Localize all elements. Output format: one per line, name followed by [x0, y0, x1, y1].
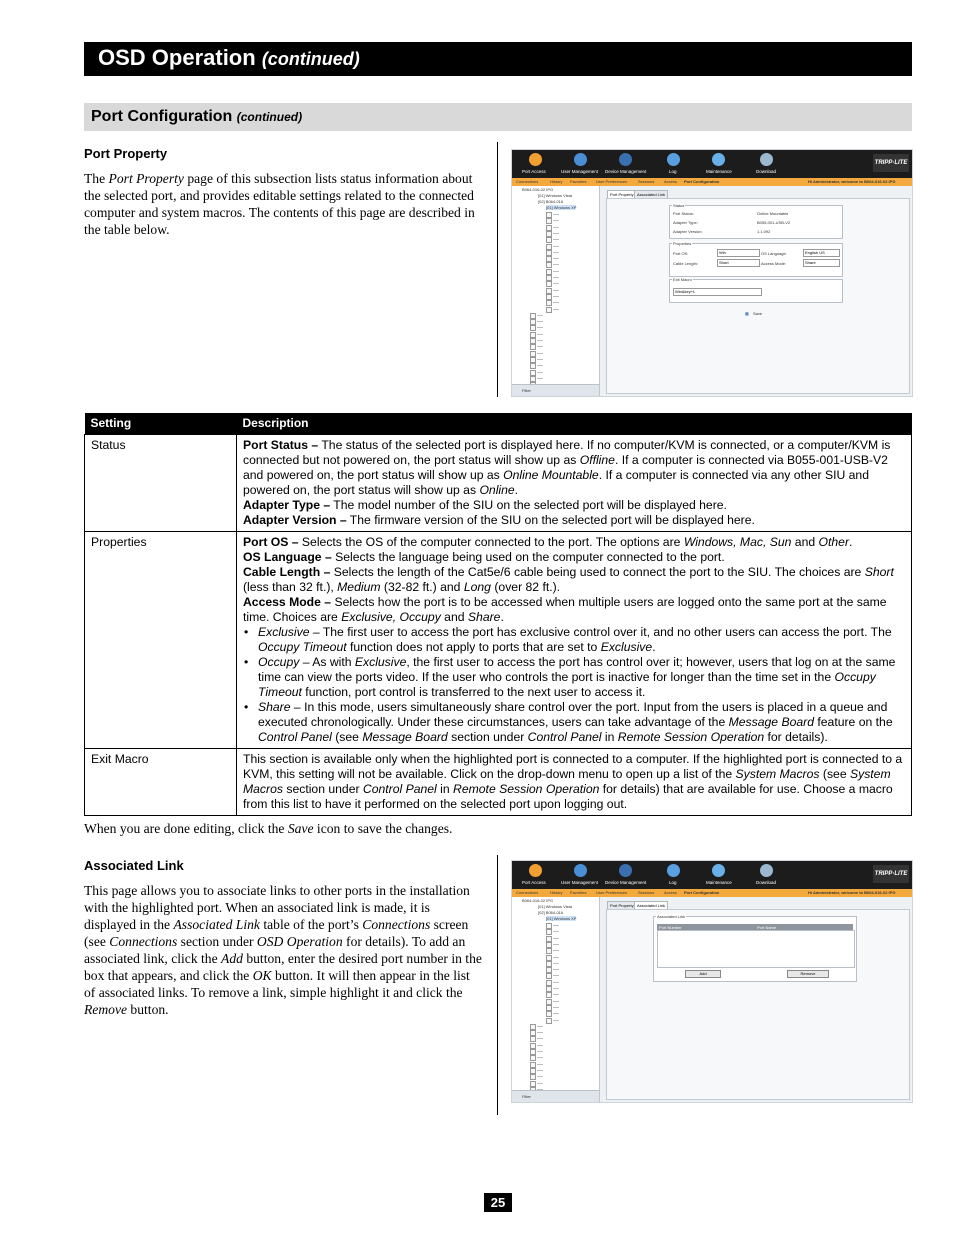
- link-table-body: [657, 930, 855, 968]
- tree-node-icon: [530, 357, 536, 363]
- tree-node-icon: [530, 1081, 536, 1087]
- tree-node-line: [537, 327, 543, 328]
- toolbar-label: User Management: [561, 880, 599, 885]
- toolbar-label: Log: [669, 169, 677, 174]
- tree-node-icon: [546, 986, 552, 992]
- user-management-icon: [574, 864, 587, 877]
- tree-node-line: [553, 944, 559, 945]
- page-title-bar: [84, 42, 912, 76]
- tree-node-line: [553, 1001, 559, 1002]
- save-icon: ▩: [745, 311, 749, 316]
- filter-bar: [512, 384, 599, 396]
- tree-node-line: [553, 214, 559, 215]
- tripp-lite-logo: TRIPP·LITE: [873, 154, 909, 172]
- page-title-suffix: (continued): [261, 49, 360, 69]
- tree-node-icon: [546, 294, 552, 300]
- filter-label: Filter: [522, 1094, 531, 1099]
- screenshot-toolbar: [512, 861, 912, 889]
- welcome-text: Hi Administrator, welcome to B064-016-02 IPG: [808, 179, 896, 184]
- tree-node-line: [553, 1013, 559, 1014]
- tree-node-line: [537, 1070, 543, 1071]
- port-access-icon: [529, 153, 542, 166]
- tree-node-line: [553, 239, 559, 240]
- tree-node-line: [553, 309, 559, 310]
- tree-node-line: [553, 277, 559, 278]
- tree-node-icon: [530, 344, 536, 350]
- tree-node-line: [537, 1032, 543, 1033]
- divider-line: [497, 855, 498, 1115]
- associated-link-screenshot: [511, 860, 913, 1103]
- port-os-select: Win: [717, 249, 760, 257]
- port-os-label: Port OS:: [673, 251, 689, 256]
- nav-item: Connections: [516, 179, 539, 184]
- tree-node-icon: [530, 1024, 536, 1030]
- setting-cell: Exit Macro: [85, 749, 237, 816]
- screenshot-nav: [512, 889, 912, 897]
- description-cell: Port Status – The status of the selected port is displayed here. If no computer/KVM is connected, or a computer/KVM is connected but not powered on, the port status will show up as Offline. If a computer is connected via B055-001-USB-V2 and powered on, the port status will show up as Online Mountable. If a computer is connected via any other SIU and powered on, the port status will show up as Online. Adapter Type – The model number of the SIU on the selected port will be displayed here. Adapter Version – The firmware version of the SIU on the selected port will be displayed here.: [237, 435, 912, 532]
- tree-node-line: [537, 365, 543, 366]
- toolbar-label: Maintenance: [706, 169, 732, 174]
- filter-bar: [512, 1090, 599, 1102]
- tree-node-icon: [546, 992, 552, 998]
- tree-node-icon: [546, 999, 552, 1005]
- tree-node-icon: [546, 1005, 552, 1011]
- nav-item: History: [550, 890, 563, 895]
- associated-link-group-title: Associated Link: [657, 914, 686, 919]
- tree-node-icon: [530, 376, 536, 382]
- tree-node-icon: [546, 942, 552, 948]
- column-port-name: Port Name: [757, 925, 777, 930]
- download-icon: [760, 864, 773, 877]
- access-mode-select: Share: [803, 259, 840, 267]
- tree-node-icon: [546, 929, 552, 935]
- tree-node-line: [553, 258, 559, 259]
- tree-node-icon: [546, 288, 552, 294]
- tree-item: [02] B064-016: [538, 910, 564, 915]
- adapter-type-label: Adapter Type:: [673, 220, 698, 225]
- toolbar-label: Device Management: [605, 880, 647, 885]
- tree-node-icon: [546, 244, 552, 250]
- screenshot-toolbar: [512, 150, 912, 178]
- tree-node-line: [537, 334, 543, 335]
- tree-node-icon: [546, 281, 552, 287]
- tree-node-icon: [546, 225, 552, 231]
- tree-node-icon: [546, 948, 552, 954]
- tree-node-icon: [530, 332, 536, 338]
- adapter-type-value: B055-001-USB-V2: [757, 220, 791, 225]
- port-status-value: Online Mountable: [757, 211, 789, 216]
- bullet-share: • Share – In this mode, users simultaneously share control over the port. Input from the users is placed in a queue and executed chronologically. Under these circumstances, users can take advantage of the Message Board feature on the Control Panel (see Message Board section under Control Panel in Remote Session Operation for details).: [243, 700, 907, 745]
- tree-node-line: [553, 988, 559, 989]
- tree-node-line: [553, 246, 559, 247]
- tree-node-icon: [546, 262, 552, 268]
- tree-node-line: [537, 1038, 543, 1039]
- tree-item-selected: [01] Windows XP: [546, 916, 577, 921]
- table-row: [85, 532, 912, 749]
- tree-node-line: [553, 220, 559, 221]
- nav-item: Access: [664, 890, 677, 895]
- tree-node-line: [553, 963, 559, 964]
- tree-node-line: [553, 233, 559, 234]
- table-header-description: Description: [237, 413, 912, 435]
- nav-item: Connections: [516, 890, 539, 895]
- save-instruction: When you are done editing, click the Save icon to save the changes.: [84, 821, 453, 836]
- tree-node-line: [537, 372, 543, 373]
- tree-node-icon: [530, 363, 536, 369]
- tree-node-line: [553, 227, 559, 228]
- exit-macro-group-title: Exit Macro: [673, 277, 692, 282]
- toolbar-label: Download: [756, 880, 777, 885]
- filter-label: Filter: [522, 388, 531, 393]
- properties-group-title: Properties: [673, 241, 692, 246]
- tab-associated-link: Associated Link: [634, 190, 668, 199]
- port-property-paragraph: The Port Property page of this subsection lists status information about the selected port, and provides editable settings related to the connected computer and system macros. The contents of this page are described in the table below.: [84, 171, 479, 237]
- exit-macro-select: Win&key+L: [673, 288, 762, 296]
- nav-item: Port Configuration: [684, 179, 720, 184]
- tree-root: B064-016-02 IPG: [522, 187, 554, 192]
- cable-length-label: Cable Length:: [673, 261, 698, 266]
- device-management-icon: [619, 864, 632, 877]
- table-row: [85, 435, 912, 532]
- toolbar-label: Log: [669, 880, 677, 885]
- port-status-label: Port Status:: [673, 211, 694, 216]
- description-cell: This section is available only when the highlighted port is connected to a computer. If the highlighted port is connected to a KVM, this setting will not be available. Click on the drop-down menu to open up a list of the System Macros (see System Macros section under Control Panel in Remote Session Operation for details) that are available for use. Choose a macro from this list to have it performed on the selected port upon logging out.: [237, 749, 912, 816]
- tree-node-line: [553, 302, 559, 303]
- tree-node-icon: [546, 256, 552, 262]
- tree-node-line: [553, 271, 559, 272]
- port-tree: [512, 897, 600, 1102]
- nav-item: User Preferences: [596, 890, 628, 895]
- tree-node-line: [553, 925, 559, 926]
- tree-node-line: [537, 1045, 543, 1046]
- log-icon: [667, 864, 680, 877]
- tree-node-line: [553, 931, 559, 932]
- nav-item: User Preferences: [596, 179, 628, 184]
- associated-link-heading: Associated Link: [84, 858, 184, 873]
- tree-node-icon: [530, 370, 536, 376]
- tree-node-icon: [546, 237, 552, 243]
- port-property-heading: Port Property: [84, 146, 168, 161]
- setting-cell: Status: [85, 435, 237, 532]
- tree-node-line: [553, 290, 559, 291]
- port-tree: [512, 186, 600, 396]
- tree-node-icon: [546, 212, 552, 218]
- port-property-screenshot: [511, 149, 913, 397]
- tree-node-icon: [530, 325, 536, 331]
- cable-length-select: Short: [717, 259, 760, 267]
- maintenance-icon: [712, 864, 725, 877]
- tree-node-line: [553, 950, 559, 951]
- tree-node-icon: [546, 1018, 552, 1024]
- setting-cell: Properties: [85, 532, 237, 749]
- tree-node-line: [553, 264, 559, 265]
- page-title: OSD Operation (continued): [98, 45, 360, 70]
- tree-node-icon: [546, 936, 552, 942]
- tree-root: B064-016-02 IPG: [522, 898, 554, 903]
- tab-port-property: Port Property: [607, 190, 637, 199]
- tree-node-icon: [530, 313, 536, 319]
- tree-node-line: [553, 975, 559, 976]
- tree-node-icon: [546, 961, 552, 967]
- adapter-version-label: Adapter Version:: [673, 229, 703, 234]
- table-header-row: [85, 413, 912, 435]
- tab-associated-link: Associated Link: [634, 901, 668, 910]
- tree-node-line: [553, 982, 559, 983]
- section-title: Port Configuration (continued): [91, 108, 303, 125]
- tree-item: [02] B064-016: [538, 199, 564, 204]
- table-header-setting: Setting: [85, 413, 237, 435]
- toolbar-label: Device Management: [605, 169, 647, 174]
- tree-node-icon: [546, 980, 552, 986]
- page-number: 25: [484, 1193, 512, 1212]
- port-access-icon: [529, 864, 542, 877]
- description-cell: Port OS – Selects the OS of the computer connected to the port. The options are Windows, Mac, Sun and Other. OS Language – Selects the language being used on the computer connected to the port. Cable Length – Selects the length of the Cat5e/6 cable being used to connect the port to the SIU. The choices are Short (less than 32 ft.), Medium (32-82 ft.) and Long (over 82 ft.). Access Mode – Selects how the port is to be accessed when multiple users are logged onto the same port at the same time. Choices are Exclusive, Occupy and Share. • Exclusive – The first user to access the port has exclusive control over it, and no other users can access the port. The Occupy Timeout function does not apply to ports that are set to Exclusive. • Occupy – As with Exclusive, the first user to access the port has control over it; however, users that log on at the same time can view the ports video. If the user who controls the port is inactive for longer than the time set in the Occupy Timeout function, port control is transferred to the next user to access it. • Share – In this mode, users simultaneously share control over the port. Input from the users is placed in a queue and executed chronologically. Under these circumstances, users can take advantage of the Message Board feature on the Control Panel (see Message Board section under Control Panel in Remote Session Operation for details).: [237, 532, 912, 749]
- tree-node-icon: [546, 218, 552, 224]
- tree-node-line: [553, 969, 559, 970]
- tree-node-icon: [530, 338, 536, 344]
- save-label: Save: [753, 311, 763, 316]
- tree-node-icon: [546, 1011, 552, 1017]
- associated-link-panel: [606, 909, 910, 1100]
- toolbar-label: Download: [756, 169, 777, 174]
- tree-node-icon: [530, 1055, 536, 1061]
- maintenance-icon: [712, 153, 725, 166]
- tree-node-line: [553, 1007, 559, 1008]
- port-property-panel: [606, 198, 910, 394]
- tree-node-icon: [546, 250, 552, 256]
- nav-item: History: [550, 179, 563, 184]
- tree-node-icon: [530, 1030, 536, 1036]
- nav-item: Sessions: [638, 890, 655, 895]
- tree-node-icon: [546, 955, 552, 961]
- tree-node-line: [553, 957, 559, 958]
- tree-node-line: [537, 315, 543, 316]
- tree-node-icon: [530, 1043, 536, 1049]
- settings-table: [84, 413, 912, 816]
- tree-node-line: [537, 340, 543, 341]
- tree-node-icon: [546, 231, 552, 237]
- section-title-bar: [84, 103, 912, 131]
- tree-node-icon: [546, 275, 552, 281]
- tree-node-line: [537, 1057, 543, 1058]
- tree-node-line: [537, 1064, 543, 1065]
- bullet-occupy: • Occupy – As with Exclusive, the first user to access the port has control over it; however, users that log on at the same time can view the ports video. If the user who controls the port is inactive for longer than the time set in the Occupy Timeout function, port control is transferred to the next user to access it.: [243, 655, 907, 700]
- tripp-lite-logo: TRIPP·LITE: [873, 865, 909, 883]
- toolbar-label: Port Access: [522, 169, 546, 174]
- tree-node-line: [537, 346, 543, 347]
- toolbar-label: Maintenance: [706, 880, 732, 885]
- section-title-suffix: (continued): [236, 110, 303, 124]
- tab-port-property: Port Property: [607, 901, 637, 910]
- tree-node-line: [553, 994, 559, 995]
- add-button: Add: [685, 970, 721, 978]
- tree-node-line: [537, 321, 543, 322]
- welcome-text: Hi Administrator, welcome to B064-016-02 IPG: [808, 890, 896, 895]
- status-group-title: Status: [673, 203, 685, 208]
- tree-node-line: [553, 1020, 559, 1021]
- tree-node-line: [537, 378, 543, 379]
- tree-node-icon: [530, 1036, 536, 1042]
- tree-node-line: [537, 1083, 543, 1084]
- toolbar-label: Port Access: [522, 880, 546, 885]
- tree-node-icon: [546, 300, 552, 306]
- tree-node-icon: [546, 269, 552, 275]
- tree-node-line: [537, 1076, 543, 1077]
- tree-node-icon: [530, 1049, 536, 1055]
- tree-node-icon: [546, 307, 552, 313]
- tree-node-icon: [546, 973, 552, 979]
- tree-node-icon: [530, 319, 536, 325]
- download-icon: [760, 153, 773, 166]
- tree-item-selected: [01] Windows XP: [546, 205, 577, 210]
- tree-node-line: [537, 353, 543, 354]
- divider-line: [497, 142, 498, 397]
- tree-node-line: [537, 359, 543, 360]
- tree-node-icon: [546, 967, 552, 973]
- user-management-icon: [574, 153, 587, 166]
- device-management-icon: [619, 153, 632, 166]
- tree-node-line: [537, 1051, 543, 1052]
- tree-node-line: [553, 283, 559, 284]
- toolbar-label: User Management: [561, 169, 599, 174]
- tree-node-line: [553, 296, 559, 297]
- tree-node-icon: [530, 1068, 536, 1074]
- table-row: [85, 749, 912, 816]
- associated-link-paragraph: This page allows you to associate links to other ports in the installation with the highlighted port. When an associated link is made, it is displayed in the Associated Link table of the port’s Connections screen (see Connections section under OSD Operation for details). To add an associated link, click the Add button, enter the desired port number in the box that appears, and click the OK button. It will then appear in the list of associated links. To remove a link, simple highlight it and click the Remove button.: [84, 883, 486, 1017]
- os-language-label: OS Language:: [761, 251, 787, 256]
- tree-node-icon: [530, 1074, 536, 1080]
- remove-button: Remove: [787, 970, 829, 978]
- nav-item: Access: [664, 179, 677, 184]
- adapter-version-value: 1.1.092: [757, 229, 771, 234]
- tree-node-icon: [546, 923, 552, 929]
- nav-item: Sessions: [638, 179, 655, 184]
- log-icon: [667, 153, 680, 166]
- screenshot-nav: [512, 178, 912, 186]
- tree-node-line: [553, 938, 559, 939]
- nav-item: Favorites: [570, 890, 587, 895]
- tree-node-icon: [530, 351, 536, 357]
- os-language-select: English US: [803, 249, 840, 257]
- tree-item: [01] Windows Vista: [538, 193, 572, 198]
- tree-node-icon: [530, 1062, 536, 1068]
- bullet-exclusive: • Exclusive – The first user to access the port has exclusive control over it, and no other users can access the port. The Occupy Timeout function does not apply to ports that are set to Exclusive.: [243, 625, 907, 655]
- column-port-number: Port Number: [659, 925, 682, 930]
- nav-item: Port Configuration: [684, 890, 720, 895]
- nav-item: Favorites: [570, 179, 587, 184]
- tree-node-line: [537, 1026, 543, 1027]
- tree-node-line: [553, 252, 559, 253]
- access-mode-label: Access Mode:: [761, 261, 787, 266]
- tree-item: [01] Windows Vista: [538, 904, 572, 909]
